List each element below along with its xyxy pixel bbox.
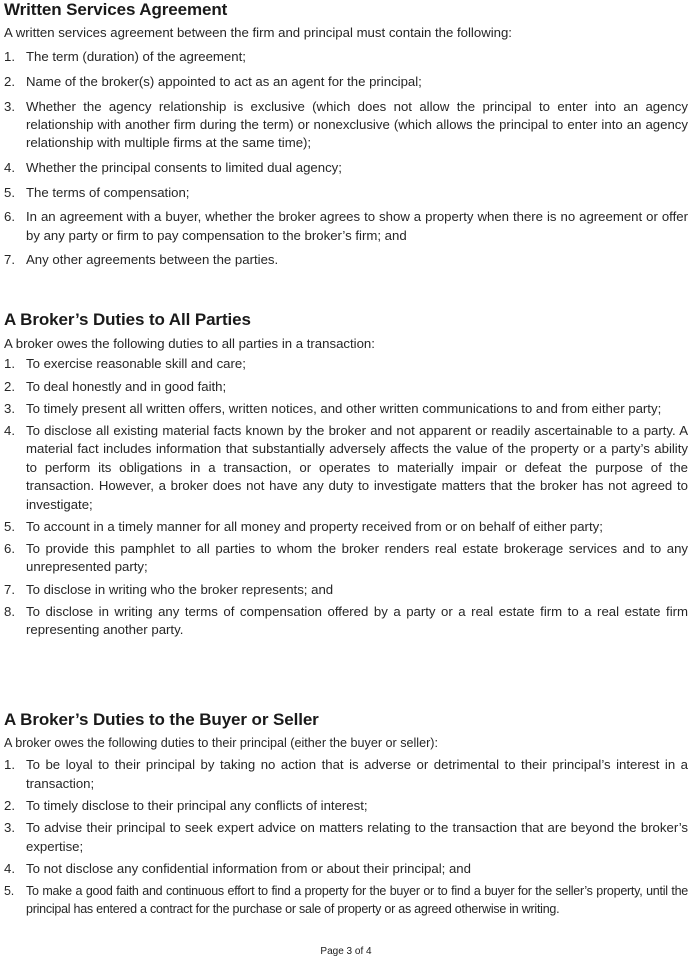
list-number: 2. bbox=[4, 378, 15, 394]
numbered-list bbox=[4, 355, 688, 639]
section-heading: Written Services Agreement bbox=[4, 0, 228, 19]
list-item bbox=[4, 422, 688, 514]
section-heading: A Broker’s Duties to the Buyer or Seller bbox=[4, 710, 319, 729]
section-intro: A broker owes the following duties to their principal (either the buyer or seller): bbox=[4, 736, 438, 750]
list-item-text: To timely present all written offers, written notices, and other written communications to and from either party; bbox=[26, 400, 662, 416]
list-number: 1. bbox=[4, 49, 15, 65]
list-item-text: To disclose in writing who the broker represents; and bbox=[26, 581, 334, 597]
section-heading: A Broker’s Duties to All Parties bbox=[4, 310, 251, 329]
list-item-text: To timely disclose to their principal any conflicts of interest; bbox=[26, 798, 368, 814]
page-footer: Page 3 of 4 bbox=[320, 946, 372, 957]
list-number: 6. bbox=[4, 209, 15, 225]
list-item bbox=[4, 860, 688, 878]
list-item bbox=[4, 882, 688, 919]
list-item bbox=[4, 540, 688, 577]
list-item-text: Whether the agency relationship is exclusive (which does not allow the principal to enter into an agency relationship with another firm during the term) or nonexclusive (which allows the principal to enter into an agency relationship with multiple firms at the same time); bbox=[26, 98, 688, 151]
list-item-text: The terms of compensation; bbox=[26, 184, 190, 200]
list-item bbox=[4, 184, 688, 202]
list-item bbox=[4, 797, 688, 815]
list-item-text: To account in a timely manner for all money and property received from or on behalf of either party; bbox=[26, 518, 603, 534]
list-item-text: To deal honestly and in good faith; bbox=[26, 378, 227, 394]
list-number: 4. bbox=[4, 423, 15, 439]
list-item-text: Any other agreements between the parties. bbox=[26, 252, 279, 268]
list-number: 3. bbox=[4, 820, 15, 836]
numbered-list bbox=[4, 756, 688, 918]
list-item-text: To disclose in writing any terms of compensation offered by a party or a real estate firm to a real estate firm representing another party. bbox=[26, 603, 688, 638]
list-item bbox=[4, 603, 688, 640]
list-number: 4. bbox=[4, 160, 15, 175]
list-number: 8. bbox=[4, 603, 15, 619]
section-intro: A written services agreement between the firm and principal must contain the following: bbox=[4, 25, 512, 40]
list-item-text: To exercise reasonable skill and care; bbox=[26, 356, 246, 372]
list-item bbox=[4, 48, 688, 66]
list-number: 1. bbox=[4, 356, 15, 372]
numbered-list bbox=[4, 48, 688, 269]
list-number: 7. bbox=[4, 252, 15, 268]
list-number: 5. bbox=[4, 184, 15, 200]
section-written-services-agreement bbox=[4, 0, 688, 276]
list-number: 6. bbox=[4, 541, 15, 557]
list-item bbox=[4, 159, 688, 177]
list-item bbox=[4, 208, 688, 245]
list-item bbox=[4, 355, 688, 373]
section-intro: A broker owes the following duties to all parties in a transaction: bbox=[4, 336, 375, 351]
list-item-text: In an agreement with a buyer, whether the broker agrees to show a property when there is no agreement or offer by any party or firm to pay compensation to the broker’s firm; and bbox=[26, 209, 688, 243]
section-duties-all-parties bbox=[4, 310, 688, 643]
list-item-text: To advise their principal to seek expert advice on matters relating to the transaction that are beyond the broker’s expertise; bbox=[26, 820, 688, 854]
list-number: 5. bbox=[4, 884, 14, 899]
list-number: 3. bbox=[4, 98, 15, 114]
list-number: 4. bbox=[4, 860, 15, 876]
list-item-text: Name of the broker(s) appointed to act as an agent for the principal; bbox=[26, 74, 422, 89]
list-item-text: To disclose all existing material facts known by the broker and not apparent or readily ascertainable to a party. A material fact includes information that substantially adversely affects the value of the property or a party’s ability to perform its obligations in a transaction, or operates to materially impair or defeat the purpose of the transaction. However, a broker does not have any duty to investigate matters that the broker has not agreed to investigate; bbox=[26, 423, 688, 512]
list-item-text: Whether the principal consents to limited dual agency; bbox=[26, 160, 342, 175]
list-number: 5. bbox=[4, 518, 15, 534]
list-item bbox=[4, 251, 688, 269]
list-item-text: The term (duration) of the agreement; bbox=[26, 49, 246, 65]
list-number: 1. bbox=[4, 757, 15, 773]
section-duties-buyer-seller bbox=[4, 710, 688, 923]
list-item bbox=[4, 400, 688, 418]
list-item-text: To not disclose any confidential information from or about their principal; and bbox=[26, 860, 471, 876]
list-item bbox=[4, 819, 688, 856]
list-item-text: To provide this pamphlet to all parties to whom the broker renders real estate brokerage services and to any unrepresented party; bbox=[26, 541, 688, 575]
list-item bbox=[4, 73, 688, 91]
list-number: 3. bbox=[4, 400, 15, 416]
list-item bbox=[4, 98, 688, 153]
list-number: 2. bbox=[4, 798, 15, 814]
list-item bbox=[4, 581, 688, 599]
list-number: 2. bbox=[4, 74, 15, 89]
list-item-text: To make a good faith and continuous effort to find a property for the buyer or to find a buyer for the seller’s property, until the principal has entered a contract for the purchase or sale of property or as agreed otherwise in writing. bbox=[26, 884, 688, 917]
list-number: 7. bbox=[4, 581, 15, 597]
list-item bbox=[4, 518, 688, 536]
list-item-text: To be loyal to their principal by taking no action that is adverse or detrimental to their principal’s interest in a transaction; bbox=[26, 757, 688, 791]
list-item bbox=[4, 756, 688, 793]
list-item bbox=[4, 378, 688, 396]
